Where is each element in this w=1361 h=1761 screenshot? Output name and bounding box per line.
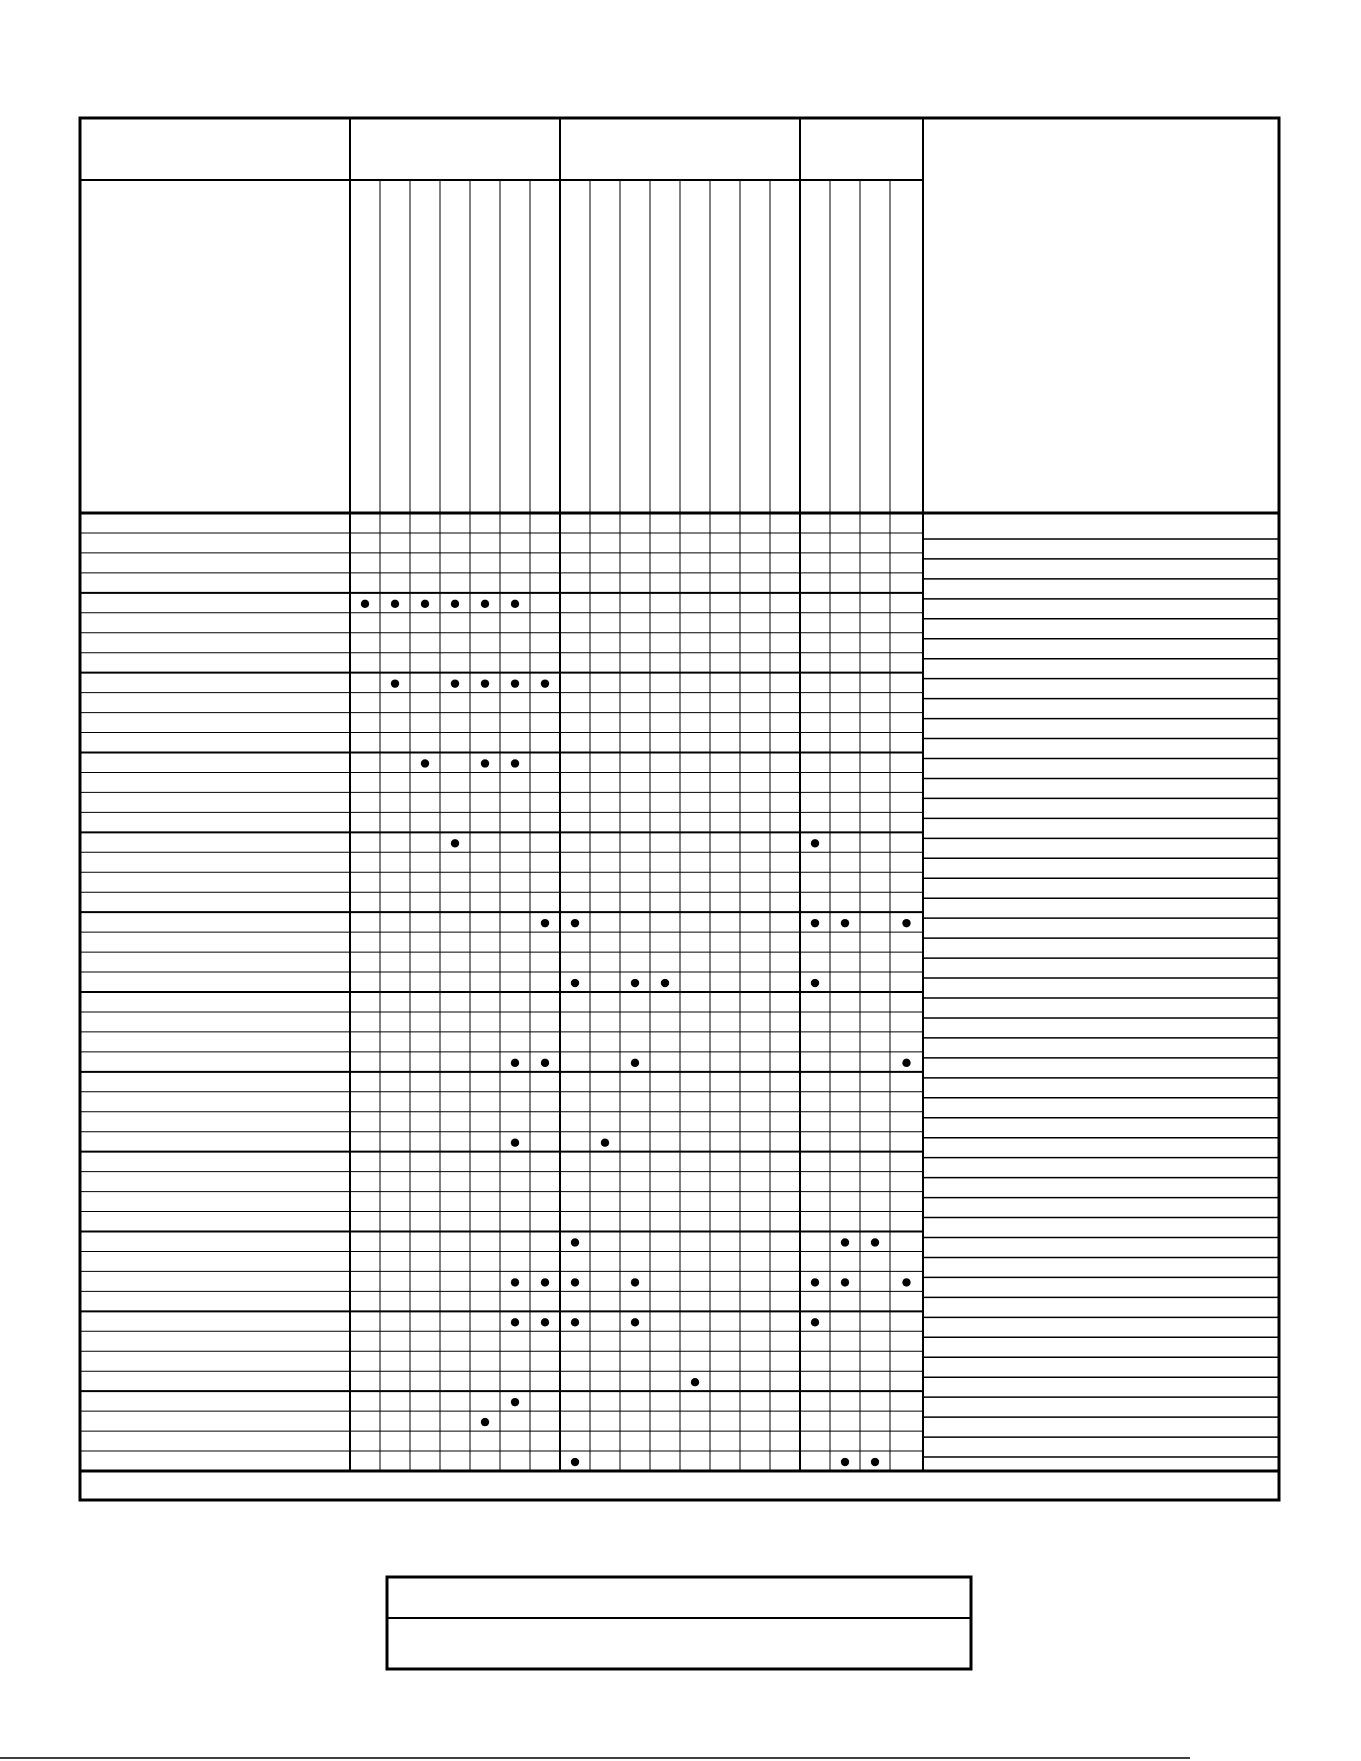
mark-dot	[571, 979, 579, 987]
mark-dot	[541, 1318, 549, 1326]
mark-dot	[511, 600, 519, 608]
mark-dot	[571, 1278, 579, 1286]
mark-dot	[571, 919, 579, 927]
mark-dot	[451, 600, 459, 608]
mark-dot	[361, 600, 369, 608]
mark-dot	[481, 600, 489, 608]
mark-dot	[451, 839, 459, 847]
mark-dot	[481, 1418, 489, 1426]
mark-dot	[902, 919, 910, 927]
mark-dot	[421, 600, 429, 608]
mark-dot	[841, 919, 849, 927]
mark-dot	[811, 979, 819, 987]
mark-dot	[811, 1318, 819, 1326]
legend-box	[387, 1577, 971, 1669]
mark-dot	[511, 1398, 519, 1406]
mark-dot	[391, 679, 399, 687]
mark-dot	[541, 679, 549, 687]
mark-dot	[631, 1318, 639, 1326]
mark-dot	[511, 679, 519, 687]
mark-dot	[541, 1278, 549, 1286]
mark-dot	[661, 979, 669, 987]
mark-dot	[871, 1238, 879, 1246]
mark-dot	[631, 1059, 639, 1067]
mark-dot	[811, 919, 819, 927]
mark-dot	[421, 759, 429, 767]
mark-dot	[902, 1278, 910, 1286]
mark-dot	[841, 1238, 849, 1246]
mark-dot	[511, 1059, 519, 1067]
mark-dot	[541, 919, 549, 927]
mark-dot	[541, 1059, 549, 1067]
mark-dot	[601, 1138, 609, 1146]
mark-dot	[481, 679, 489, 687]
mark-dot	[451, 679, 459, 687]
mark-dot	[571, 1318, 579, 1326]
mark-dot	[811, 1278, 819, 1286]
mark-dot	[631, 1278, 639, 1286]
mark-dot	[871, 1458, 879, 1466]
mark-dot	[511, 1278, 519, 1286]
mark-dot	[391, 600, 399, 608]
mark-dot	[841, 1458, 849, 1466]
mark-dot	[631, 979, 639, 987]
mark-dot	[902, 1059, 910, 1067]
mark-dot	[571, 1238, 579, 1246]
mark-dot	[511, 759, 519, 767]
mark-dot	[811, 839, 819, 847]
mark-dot	[691, 1378, 699, 1386]
mark-dot	[571, 1458, 579, 1466]
mark-dot	[841, 1278, 849, 1286]
mark-dot	[481, 759, 489, 767]
mark-dot	[511, 1138, 519, 1146]
mark-dot	[511, 1318, 519, 1326]
